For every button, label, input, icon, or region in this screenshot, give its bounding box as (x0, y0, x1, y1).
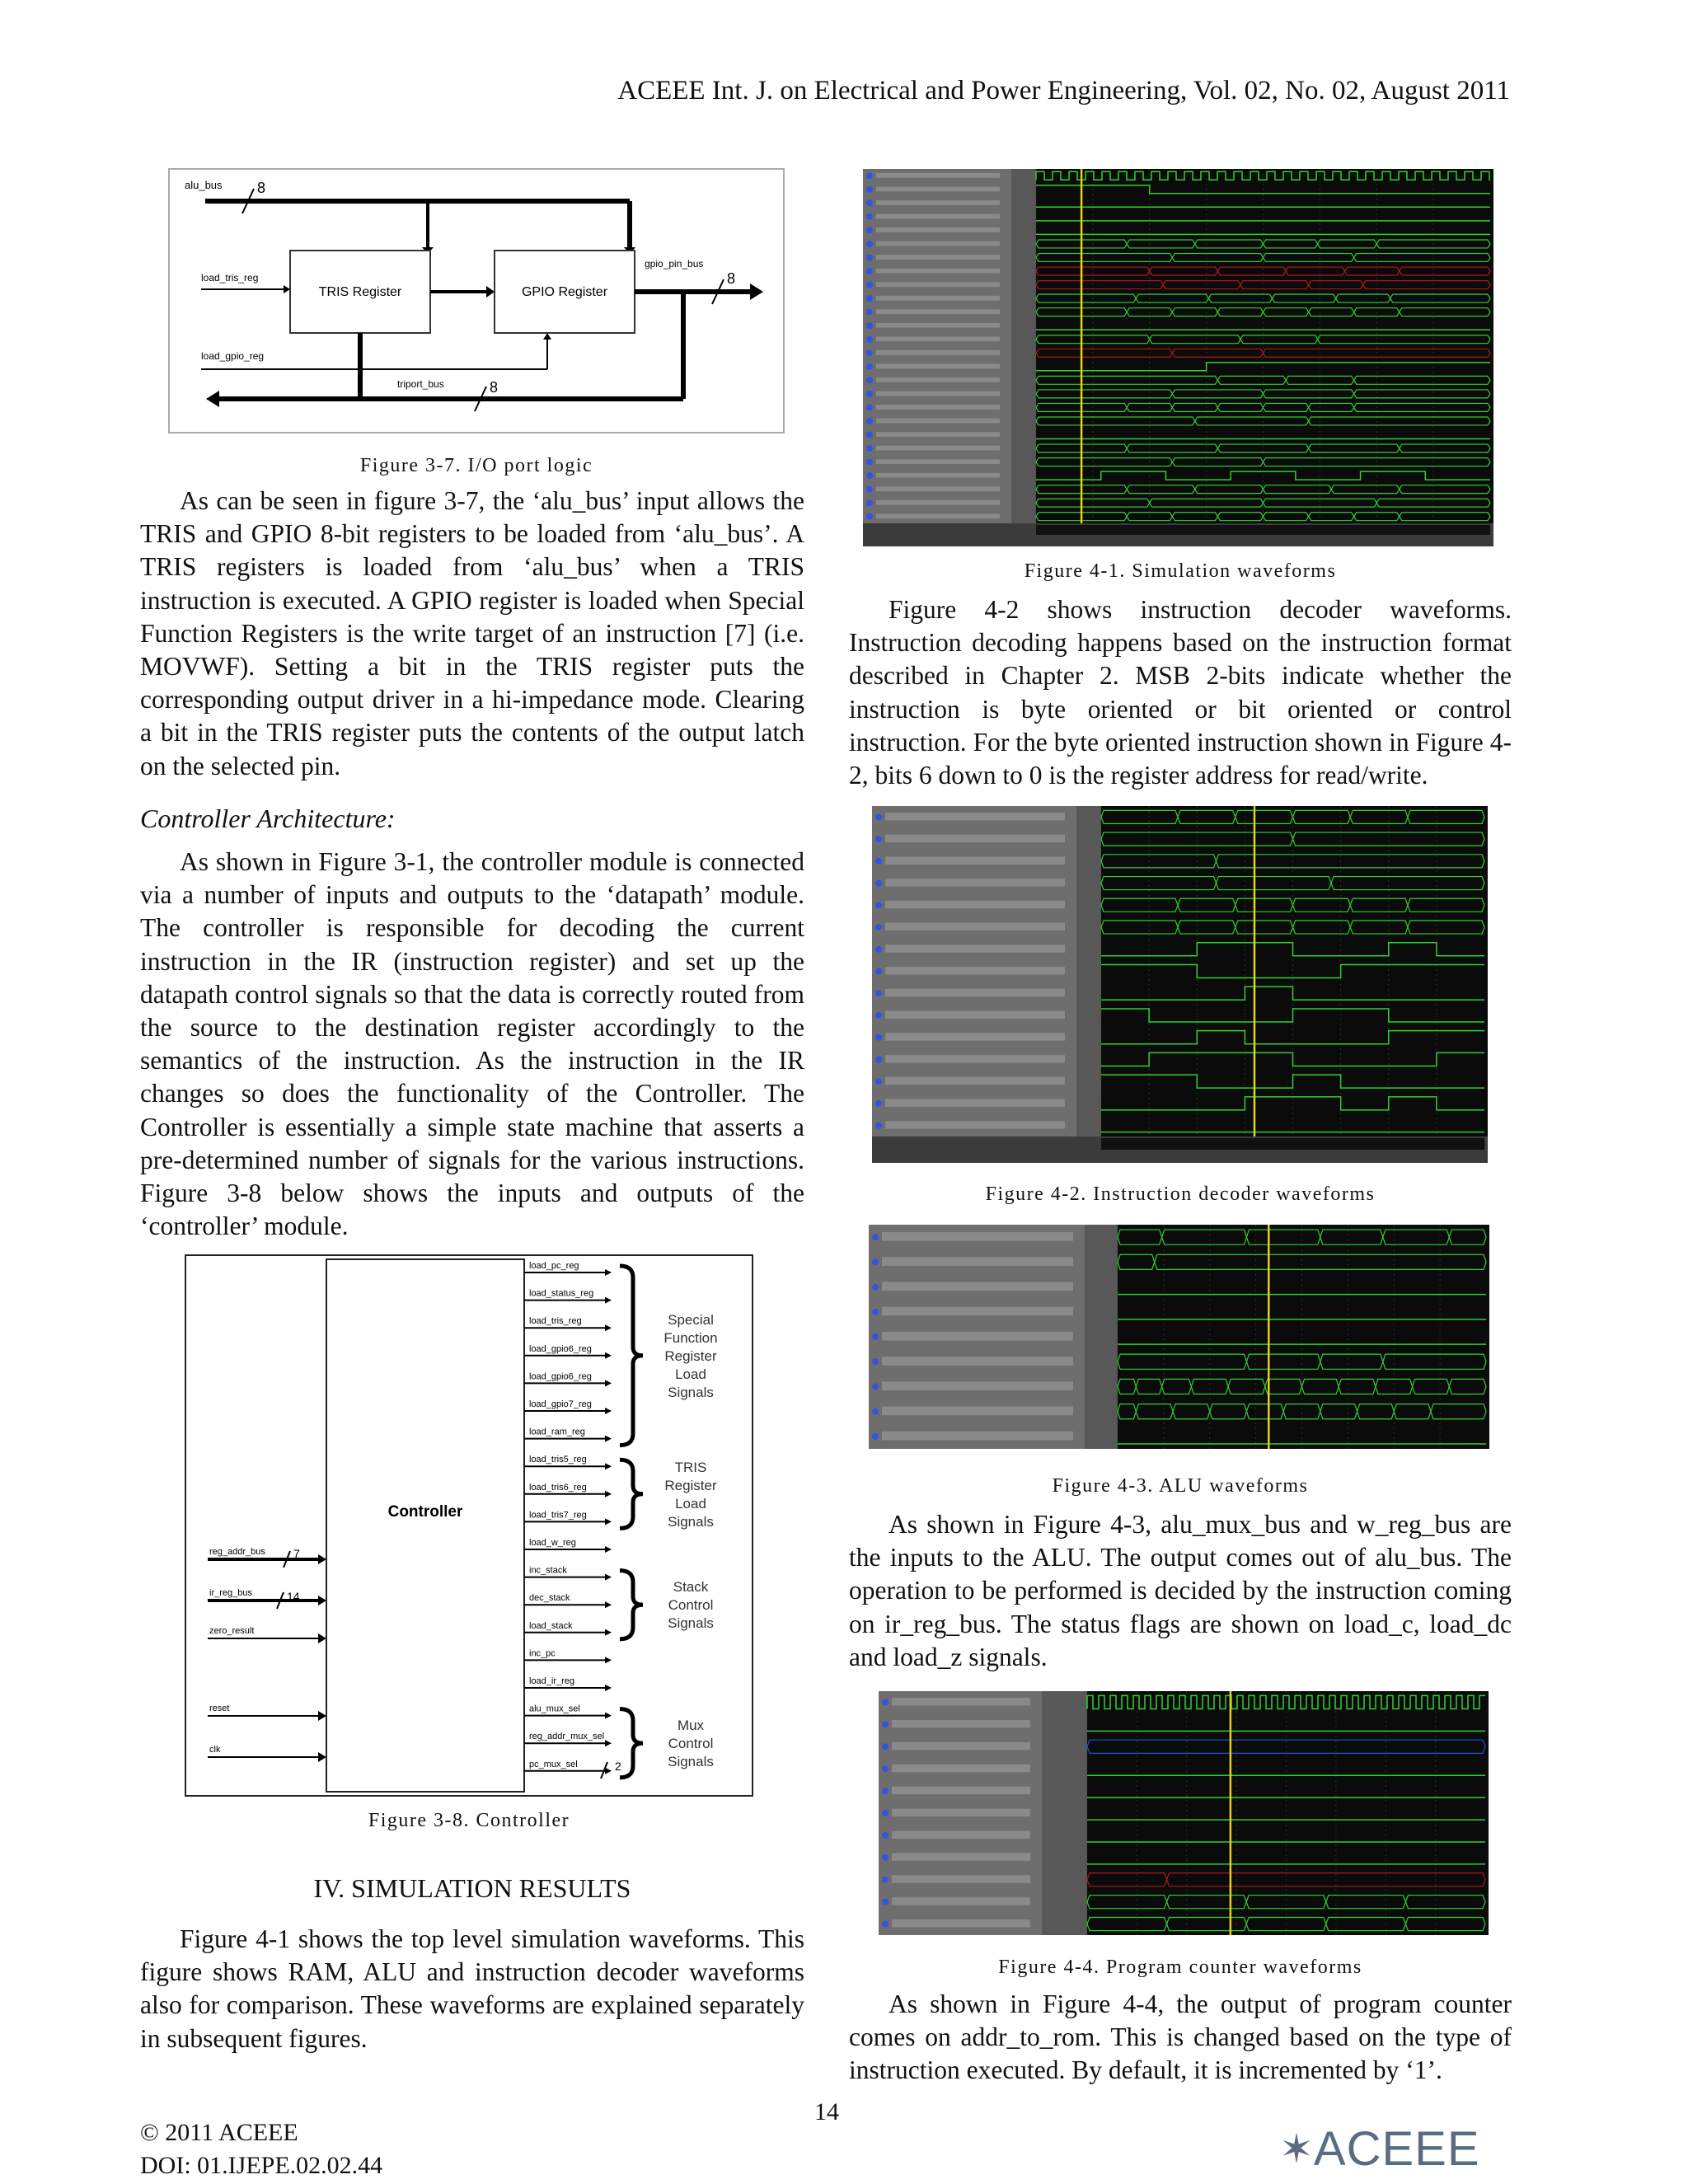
aceee-logo: ✶ACEEE (1279, 2122, 1480, 2176)
expand-icon (872, 1284, 879, 1291)
journal-header: ACEEE Int. J. on Electrical and Power Engineering, Vol. 02, No. 02, August 2011 (617, 76, 1510, 105)
group-label-line: Register (664, 1347, 717, 1364)
signal-name (876, 432, 1000, 437)
signal-name (892, 1765, 1030, 1772)
expand-icon (866, 432, 873, 438)
alu-bus-width: 8 (257, 180, 266, 196)
signal-name (882, 1282, 1073, 1291)
signal-value-pane (1085, 1225, 1118, 1449)
signal-name (885, 1099, 1065, 1107)
signal-value-pane (1011, 169, 1036, 546)
signal-name (882, 1407, 1073, 1416)
expand-icon (875, 813, 882, 820)
expand-icon (875, 1056, 882, 1062)
output-signal-label: inc_pc (529, 1648, 556, 1659)
output-signal-label: load_tris5_reg (529, 1455, 587, 1465)
expand-icon (866, 459, 873, 466)
figure-3-8-caption: Figure 3-8. Controller (368, 1810, 570, 1831)
group-label-line: Function (663, 1329, 718, 1346)
signal-name (885, 901, 1065, 908)
signal-name (876, 296, 1000, 301)
page-number: 14 (814, 2098, 839, 2125)
expand-icon (882, 1921, 889, 1928)
alu-bus-label: alu_bus (185, 179, 223, 191)
expand-icon (872, 1234, 879, 1240)
expand-icon (866, 513, 873, 520)
group-label-line: Control (668, 1736, 714, 1752)
time-ruler (1101, 1138, 1484, 1150)
figure-4-2-instruction-decoder-waveforms (872, 806, 1488, 1163)
signal-name (876, 513, 1000, 518)
signal-name (876, 364, 1000, 369)
signal-name (876, 405, 1000, 410)
triport-bus-width: 8 (490, 379, 499, 396)
expand-icon (875, 924, 882, 930)
time-ruler (1036, 525, 1490, 535)
output-signal-label: reg_addr_mux_sel (529, 1732, 605, 1742)
expand-icon (882, 1743, 889, 1750)
group-label-line: Signals (668, 1754, 714, 1770)
ir-reg-bus-width: 14 (287, 1590, 300, 1603)
expand-icon (866, 404, 873, 410)
signal-name (876, 391, 1000, 396)
output-signal-label: load_ram_reg (529, 1427, 585, 1437)
expand-icon (866, 282, 873, 288)
expand-icon (875, 946, 882, 953)
expand-icon (866, 268, 873, 274)
signal-name (885, 967, 1065, 974)
expand-icon (875, 990, 882, 996)
signal-value-pane (1076, 806, 1101, 1163)
expand-icon (866, 472, 873, 479)
expand-icon (866, 349, 873, 356)
output-signal-label: load_gpio6_reg (529, 1371, 592, 1382)
expand-icon (882, 1854, 889, 1861)
signal-name (876, 419, 1000, 424)
figure-3-7-io-port-logic (168, 168, 785, 434)
pc-mux-sel-width: 2 (615, 1760, 621, 1773)
output-signal-label: load_status_reg (529, 1288, 594, 1299)
signal-name (885, 1033, 1065, 1040)
signal-name (892, 1742, 1030, 1750)
signal-name (876, 282, 1000, 287)
expand-icon (866, 172, 873, 179)
expand-icon (866, 363, 873, 370)
expand-icon (875, 968, 882, 975)
section-heading-simulation-results: IV. SIMULATION RESULTS (313, 1873, 631, 1903)
signal-name (876, 473, 1000, 478)
signal-name (885, 879, 1065, 886)
signal-name (892, 1897, 1030, 1905)
expand-icon (872, 1309, 879, 1315)
expand-icon (882, 1810, 889, 1816)
figure-4-3-caption: Figure 4-3. ALU waveforms (1052, 1475, 1309, 1497)
group-label-line: Load (675, 1495, 706, 1511)
expand-icon (882, 1877, 889, 1883)
copyright-text: © 2011 ACEEE (140, 2119, 298, 2146)
output-signal-label: load_stack (529, 1620, 573, 1631)
controller-title: Controller (387, 1503, 463, 1521)
signal-name (876, 309, 1000, 314)
signal-name (876, 323, 1000, 328)
expand-icon (866, 199, 873, 206)
triport-bus-label: triport_bus (397, 378, 444, 390)
output-signal-label: inc_stack (529, 1565, 567, 1576)
signal-name (882, 1381, 1073, 1390)
expand-icon (866, 418, 873, 424)
signal-name (876, 459, 1000, 464)
signal-name (892, 1853, 1030, 1860)
signal-name (882, 1257, 1073, 1266)
group-label-line: Special (668, 1311, 714, 1328)
expand-icon (882, 1699, 889, 1705)
expand-icon (866, 295, 873, 302)
group-label-line: TRIS (674, 1459, 707, 1475)
footer-copyright (140, 2116, 382, 2182)
input-signal-label: zero_result (209, 1626, 255, 1636)
expand-icon (882, 1899, 889, 1905)
signal-name (882, 1357, 1073, 1366)
signal-name (882, 1232, 1073, 1241)
figure-4-1-simulation-waveforms (863, 169, 1493, 546)
input-signal-label: reset (209, 1704, 230, 1713)
input-signal-label: ir_reg_bus (209, 1588, 252, 1598)
right-paragraph-2: As shown in Figure 4-3, alu_mux_bus and w_reg_bus are the inputs to the ALU. The output comes out of alu_bus. The operation to be performed is decided by the instruction coming on ir_reg_bus. The status flags are shown on load_c, load_dc and load_z signals. (849, 1510, 1512, 1671)
group-label-line: Signals (668, 1384, 714, 1400)
left-paragraph-3: Figure 4-1 shows the top level simulation waveforms. This figure shows RAM, ALU and instruction decoder waveforms also for comparison. These waveforms are explained separately in subsequent figures. (140, 1924, 804, 2053)
signal-name (876, 214, 1000, 219)
expand-icon (872, 1258, 879, 1265)
expand-icon (866, 486, 873, 493)
signal-name (876, 173, 1000, 178)
figure-4-4-caption: Figure 4-4. Program counter waveforms (998, 1957, 1362, 1978)
signal-name (885, 813, 1065, 820)
expand-icon (866, 322, 873, 329)
input-signal-label: reg_addr_bus (209, 1547, 265, 1557)
star-icon: ✶ (1279, 2125, 1314, 2172)
expand-icon (866, 445, 873, 452)
output-signal-label: load_tris_reg (529, 1316, 582, 1327)
controller-architecture-subheading: Controller Architecture: (140, 804, 396, 833)
group-label-line: Control (668, 1597, 714, 1614)
expand-icon (875, 1012, 882, 1019)
signal-name (885, 1121, 1065, 1128)
expand-icon (875, 1078, 882, 1085)
expand-icon (875, 1100, 882, 1107)
expand-icon (866, 255, 873, 261)
signal-name (885, 835, 1065, 842)
expand-icon (866, 499, 873, 506)
signal-name (876, 200, 1000, 205)
expand-icon (872, 1383, 879, 1390)
left-paragraph-2: As shown in Figure 3-1, the controller module is connected via a number of inputs and outputs to the ‘datapath’ module. The controller is responsible for decoding the current instruction in the IR (instruction register) and set up the datapath control signals so that the data is correctly routed from the source to the destination register accordingly to the semantics of the instruction. As the instruction in the IR changes so does the functionality of the Controller. The Controller is essentially a simple state machine that asserts a pre-determined number of signals for the various instructions. Figure 3-8 below shows the inputs and outputs of the ‘controller’ module. (140, 847, 804, 1241)
output-signal-label: load_gpio6_reg (529, 1343, 592, 1354)
group-label-line: Mux (677, 1718, 705, 1734)
figure-4-3-alu-waveforms (869, 1225, 1489, 1449)
input-signal-label: clk (209, 1745, 221, 1755)
signal-value-pane (1042, 1691, 1087, 1935)
expand-icon (882, 1788, 889, 1794)
signal-name (892, 1787, 1030, 1794)
signal-name (876, 241, 1000, 246)
signal-name (892, 1698, 1030, 1705)
expand-icon (866, 227, 873, 233)
gpio-bus-width: 8 (727, 270, 736, 287)
figure-3-7-caption: Figure 3-7. I/O port logic (359, 455, 593, 476)
expand-icon (866, 377, 873, 383)
signal-name (876, 336, 1000, 341)
output-signal-label: alu_mux_sel (529, 1704, 580, 1714)
signal-name (892, 1919, 1030, 1927)
group-label-line: Signals (668, 1615, 714, 1632)
signal-name (892, 1875, 1030, 1882)
signal-name (885, 1077, 1065, 1085)
output-signal-label: dec_stack (529, 1593, 570, 1604)
expand-icon (866, 213, 873, 220)
signal-name (876, 227, 1000, 232)
group-label-line: Register (664, 1477, 717, 1493)
tris-register-label: TRIS Register (318, 285, 402, 299)
group-label-line: Signals (668, 1513, 714, 1530)
figure-4-4-program-counter-waveforms (879, 1691, 1489, 1935)
expand-icon (875, 858, 882, 865)
left-paragraph-1: As can be seen in figure 3-7, the ‘alu_bus’ input allows the TRIS and GPIO 8-bit registers to be loaded from ‘alu_bus’. A TRIS registers is loaded from ‘alu_bus’ when a TRIS instruction is executed. A GPIO register is loaded when Special Function Registers is the write target of an instruction [7] (i.e. MOVWF). Setting a bit in the TRIS register puts the corresponding output driver in a hi-impedance mode. Clearing a bit in the TRIS register puts the contents of the output latch on the selected pin. (140, 486, 804, 780)
expand-icon (866, 336, 873, 343)
signal-name (885, 856, 1065, 864)
signal-name (876, 269, 1000, 274)
signal-name (876, 350, 1000, 355)
expand-icon (866, 241, 873, 247)
expand-icon (872, 1358, 879, 1365)
expand-icon (875, 1034, 882, 1041)
output-signal-label: pc_mux_sel (529, 1759, 578, 1769)
signal-name (876, 500, 1000, 505)
load-gpio-reg-label: load_gpio_reg (201, 350, 265, 362)
signal-name (882, 1332, 1073, 1341)
expand-icon (872, 1333, 879, 1340)
output-signal-label: load_pc_reg (529, 1261, 579, 1271)
expand-icon (875, 836, 882, 842)
figure-3-8-controller (185, 1254, 753, 1797)
output-signal-label: load_tris6_reg (529, 1482, 587, 1493)
output-signal-label: load_tris7_reg (529, 1510, 587, 1521)
signal-name (892, 1831, 1030, 1839)
group-label-line: Load (675, 1366, 706, 1382)
signal-name (885, 1055, 1065, 1062)
gpio-pin-bus-label: gpio_pin_bus (645, 258, 704, 269)
output-signal-label: load_ir_reg (529, 1676, 575, 1686)
signal-name (885, 944, 1065, 952)
expand-icon (875, 1122, 882, 1129)
signal-name (882, 1307, 1073, 1316)
signal-name (892, 1809, 1030, 1816)
doi-text: DOI: 01.IJEPE.02.02.44 (140, 2152, 383, 2179)
signal-name (885, 1011, 1065, 1019)
signal-name (882, 1432, 1073, 1441)
expand-icon (875, 880, 882, 887)
expand-icon (872, 1408, 879, 1415)
signal-name (876, 255, 1000, 260)
output-signal-label: load_gpio7_reg (529, 1399, 592, 1409)
signal-name (876, 486, 1000, 491)
signal-name (892, 1720, 1030, 1727)
expand-icon (882, 1832, 889, 1839)
group-label-line: Stack (673, 1579, 709, 1596)
figure-4-2-caption: Figure 4-2. Instruction decoder waveforms (985, 1183, 1376, 1205)
signal-name (876, 446, 1000, 451)
expand-icon (866, 309, 873, 316)
output-signal-label: load_w_reg (529, 1538, 576, 1548)
expand-icon (866, 391, 873, 397)
figure-4-1-caption: Figure 4-1. Simulation waveforms (1024, 560, 1337, 582)
signal-name (885, 989, 1065, 996)
signal-name (876, 187, 1000, 192)
signal-name (885, 923, 1065, 930)
gpio-register-label: GPIO Register (521, 285, 608, 299)
expand-icon (882, 1721, 889, 1727)
right-paragraph-1: Figure 4-2 shows instruction decoder waveforms. Instruction decoding happens based on the instruction format described in Chapter 2. MSB 2-bits indicate whether the instruction is byte oriented or bit oriented or control instruction. For the byte oriented instruction shown in Figure 4-2, bits 6 down to 0 is the register address for read/write. (849, 595, 1512, 790)
expand-icon (872, 1433, 879, 1440)
expand-icon (882, 1765, 889, 1772)
expand-icon (875, 902, 882, 908)
right-paragraph-3: As shown in Figure 4-4, the output of program counter comes on addr_to_rom. This is changed based on the type of instruction executed. By default, it is incremented by ‘1’. (849, 1990, 1512, 2085)
load-tris-reg-label: load_tris_reg (201, 272, 259, 284)
signal-name (876, 377, 1000, 382)
reg-addr-bus-width: 7 (293, 1547, 300, 1560)
expand-icon (866, 186, 873, 193)
